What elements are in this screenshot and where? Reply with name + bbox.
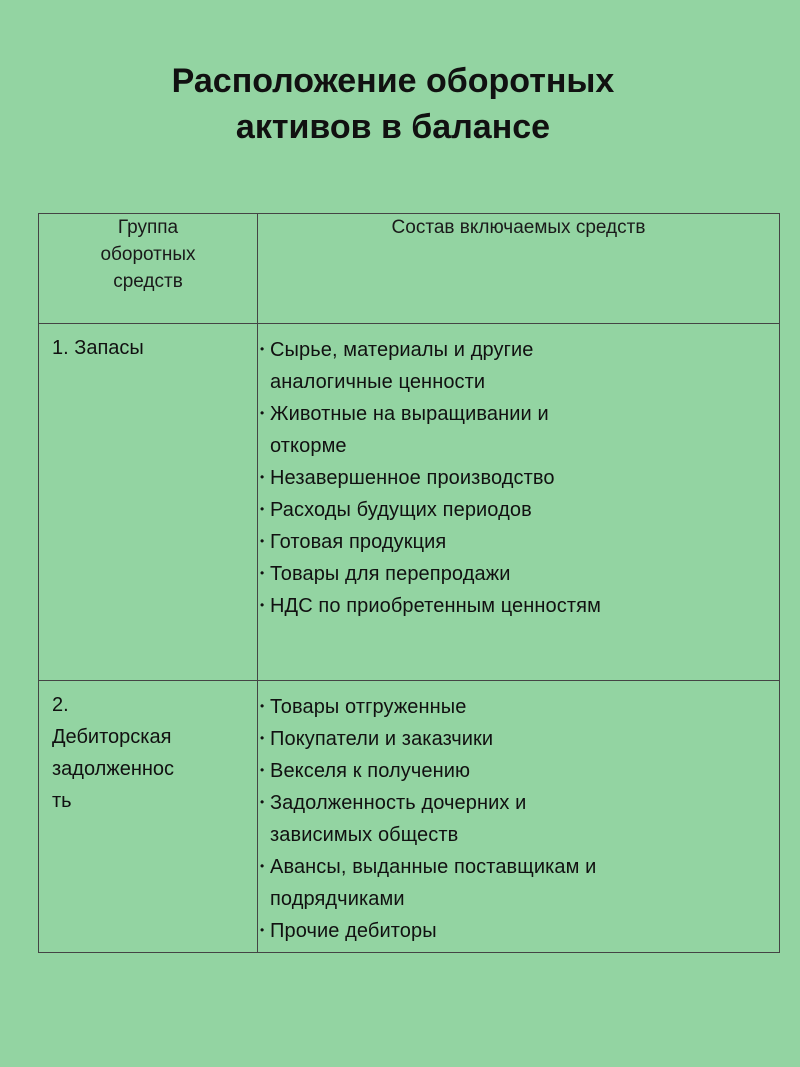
- bullet-icon: •: [260, 699, 265, 713]
- list-item: [260, 334, 779, 398]
- bullet-icon: •: [260, 598, 265, 612]
- list-item: [260, 398, 779, 462]
- items-cell-receivables: [258, 681, 780, 953]
- bullet-icon: •: [260, 470, 265, 484]
- group-label-line: задолженнос: [52, 758, 175, 780]
- table-row-receivables: [39, 681, 780, 953]
- items-list-receivables: [258, 681, 779, 947]
- list-item-line: Расходы будущих периодов: [270, 499, 532, 521]
- header-group-line: Группа: [117, 217, 179, 238]
- header-composition: Состав включаемых средств: [258, 214, 780, 324]
- list-item: [260, 590, 779, 622]
- bullet-icon: •: [260, 342, 265, 356]
- list-item-line: НДС по приобретенным ценностям: [270, 595, 601, 617]
- group-label-line: Дебиторская: [52, 726, 172, 748]
- list-item-line: Сырье, материалы и другие: [270, 339, 534, 361]
- list-item: [260, 558, 779, 590]
- slide-title-line-2: активов в балансе: [235, 108, 551, 146]
- list-item-line: Готовая продукция: [270, 531, 447, 553]
- list-item-line: Задолженность дочерних и: [270, 792, 527, 814]
- list-item: [260, 723, 779, 755]
- list-item-line: Векселя к получению: [270, 760, 471, 782]
- bullet-icon: •: [260, 763, 265, 777]
- bullet-icon: •: [260, 566, 265, 580]
- list-item: [260, 851, 779, 915]
- list-item-line: зависимых обществ: [270, 824, 459, 846]
- list-item-line: Незавершенное производство: [270, 467, 555, 489]
- header-group-line: оборотных: [100, 244, 196, 265]
- group-label-line: 1. Запасы: [52, 337, 144, 359]
- bullet-icon: •: [260, 406, 265, 420]
- slide-title-line-1: Расположение оборотных: [171, 62, 615, 100]
- list-item-line: Прочие дебиторы: [270, 920, 437, 942]
- list-item: [260, 691, 779, 723]
- table-row-inventory: [39, 324, 780, 681]
- table-header-row: [39, 214, 780, 324]
- bullet-icon: •: [260, 731, 265, 745]
- bullet-icon: •: [260, 859, 265, 873]
- items-cell-inventory: [258, 324, 780, 681]
- bullet-icon: •: [260, 502, 265, 516]
- list-item-line: аналогичные ценности: [270, 371, 486, 393]
- list-item: [260, 787, 779, 851]
- list-item-line: Животные на выращивании и: [270, 403, 549, 425]
- list-item: [260, 462, 779, 494]
- list-item: [260, 526, 779, 558]
- list-item-line: подрядчиками: [270, 888, 405, 910]
- bullet-icon: •: [260, 795, 265, 809]
- list-item-line: откорме: [270, 435, 347, 457]
- header-group-line: средств: [113, 271, 183, 292]
- bullet-icon: •: [260, 534, 265, 548]
- current-assets-table: [38, 213, 780, 953]
- header-group: [39, 214, 258, 324]
- group-cell-receivables: [39, 681, 258, 953]
- list-item-line: Покупатели и заказчики: [270, 728, 494, 750]
- list-item: [260, 755, 779, 787]
- list-item-line: Авансы, выданные поставщикам и: [270, 856, 597, 878]
- group-label-line: 2.: [52, 694, 69, 716]
- list-item-line: Товары отгруженные: [270, 696, 467, 718]
- items-list-inventory: [258, 324, 779, 622]
- group-cell-inventory: [39, 324, 258, 681]
- list-item-line: Товары для перепродажи: [270, 563, 511, 585]
- list-item: [260, 915, 779, 947]
- list-item: [260, 494, 779, 526]
- slide-title: [0, 58, 786, 150]
- bullet-icon: •: [260, 923, 265, 937]
- group-label-line: ть: [52, 790, 72, 812]
